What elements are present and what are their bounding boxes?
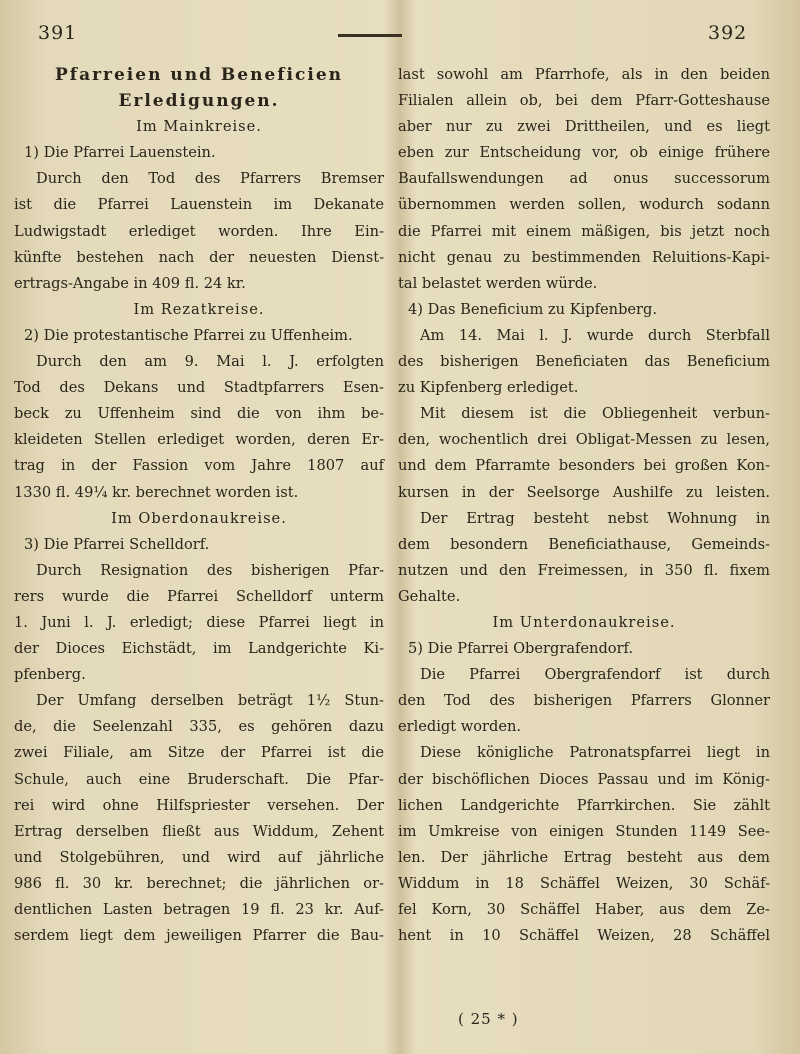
left-column-line: Durch den Tod des Pfarrers Bremser [36, 170, 384, 188]
right-column-line: 5) Die Pfarrei Obergrafendorf. [408, 640, 634, 658]
left-column-line: 3) Die Pfarrei Schelldorf. [24, 535, 210, 553]
right-column-line: erledigt worden. [398, 718, 522, 736]
right-column-line: hent in 10 Schäffel Weizen, 28 Schäffel [398, 927, 770, 945]
right-column-line: und dem Pfarramte besonders bei großen Kon- [398, 457, 770, 475]
left-column-line: rers wurde die Pfarrei Schelldorf unterm [14, 587, 384, 605]
header-rule [338, 34, 402, 37]
right-column-line: des bisherigen Beneficiaten das Beneficium [398, 353, 770, 371]
left-column-line: serdem liegt dem jeweiligen Pfarrer die Bau- [14, 927, 384, 945]
left-column-line: zwei Filiale, am Sitze der Pfarrei ist die [14, 744, 384, 762]
right-column-line: fel Korn, 30 Schäffel Haber, aus dem Ze- [398, 901, 770, 918]
right-column-line: den, wochentlich drei Obligat-Messen zu lesen, [398, 431, 770, 449]
left-column-line: Schule, auch eine Bruderschaft. Die Pfar- [14, 770, 384, 788]
right-column-line: Diese königliche Patronatspfarrei liegt in [420, 744, 770, 762]
right-column-line: Widdum in 18 Schäffel Weizen, 30 Schäf- [398, 874, 770, 892]
right-column-line: die Pfarrei mit einem mäßigen, bis jetzt noch [398, 222, 770, 240]
right-column-line: Gehalte. [398, 587, 461, 605]
right-column-line: tal belastet werden würde. [398, 274, 598, 292]
right-column-line: len. Der jährliche Ertrag besteht aus dem [398, 848, 770, 866]
right-column-line: Die Pfarrei Obergrafendorf ist durch [420, 666, 770, 684]
left-column-line: 1) Die Pfarrei Lauenstein. [24, 144, 216, 162]
left-column-line: der Dioces Eichstädt, im Landgerichte Ki- [14, 640, 384, 658]
left-column-line: beck zu Uffenheim sind die von ihm be- [14, 405, 384, 423]
left-column-line: Im Oberdonaukreise. [111, 509, 287, 527]
right-column-line: Im Unterdonaukreise. [492, 613, 676, 631]
left-column-line: Im Mainkreise. [136, 118, 262, 136]
left-column-line: 986 fl. 30 kr. berechnet; die jährlichen or- [14, 874, 384, 892]
left-column-line: Ludwigstadt erlediget worden. Ihre Ein- [14, 222, 384, 240]
right-column-line: nicht genau zu bestimmenden Reluitions-Kapi- [398, 248, 770, 266]
left-column-line: Tod des Dekans und Stadtpfarrers Esen- [14, 379, 384, 397]
left-column-line: dentlichen Lasten betragen 19 fl. 23 kr. Auf- [14, 901, 384, 918]
right-column-line: aber nur zu zwei Drittheilen, und es liegt [398, 118, 770, 136]
printer-signature-mark: ( 25 * ) [458, 1010, 519, 1028]
left-column-line: pfenberg. [14, 666, 86, 684]
right-column-line: dem besondern Beneficiathause, Gemeinds- [398, 535, 770, 553]
left-column-line: Durch Resignation des bisherigen Pfar- [36, 561, 384, 579]
right-text-column [398, 62, 770, 949]
left-column-line: ertrags-Angabe in 409 fl. 24 kr. [14, 274, 246, 292]
left-column-line: Der Umfang derselben beträgt 1½ Stun- [36, 692, 384, 710]
left-column-line: 1. Juni l. J. erledigt; diese Pfarrei liegt in [14, 613, 384, 631]
right-column-line: Am 14. Mai l. J. wurde durch Sterbfall [420, 326, 770, 344]
left-column-line: Pfarreien und Beneficien [54, 65, 344, 85]
left-column-line: 2) Die protestantische Pfarrei zu Uffenheim. [24, 326, 353, 344]
left-column-line: de, die Seelenzahl 335, es gehören dazu [14, 718, 384, 736]
right-column-line: Filialen allein ob, bei dem Pfarr-Gotteshause [398, 92, 770, 110]
right-column-line: den Tod des bisherigen Pfarrers Glonner [398, 692, 770, 710]
left-text-column [14, 62, 384, 949]
right-column-line: der bischöflichen Dioces Passau und im König- [398, 770, 770, 788]
left-column-line: künfte bestehen nach der neuesten Dienst- [14, 248, 384, 266]
right-column-line: zu Kipfenberg erlediget. [398, 379, 579, 397]
left-column-line: 1330 fl. 49¼ kr. berechnet worden ist. [14, 483, 299, 501]
left-column-line: ist die Pfarrei Lauenstein im Dekanate [14, 196, 384, 214]
right-column-line: übernommen werden sollen, wodurch sodann [398, 196, 770, 214]
page-number-left: 391 [38, 22, 78, 44]
left-column-line: Erledigungen. [118, 91, 280, 112]
right-column-line: eben zur Entscheidung vor, ob einige frühere [398, 144, 770, 162]
right-column-line: nutzen und den Freimessen, in 350 fl. fixem [398, 561, 770, 579]
left-column-line: und Stolgebühren, und wird auf jährliche [14, 848, 384, 866]
right-column-line: lichen Landgerichte Pfarrkirchen. Sie zählt [398, 796, 770, 814]
right-column-line: kursen in der Seelsorge Aushilfe zu leisten. [398, 483, 770, 501]
right-column-line: Baufallswendungen ad onus successorum [398, 170, 770, 188]
left-column-line: Ertrag derselben fließt aus Widdum, Zehent [14, 822, 384, 840]
right-column-line: im Umkreise von einigen Stunden 1149 See- [398, 822, 770, 840]
page-number-right: 392 [708, 22, 748, 44]
left-column-line: rei wird ohne Hilfspriester versehen. Der [14, 796, 384, 814]
right-column-line: 4) Das Beneficium zu Kipfenberg. [408, 300, 658, 318]
left-column-line: trag in der Fassion vom Jahre 1807 auf [14, 457, 384, 475]
right-column-line: Der Ertrag besteht nebst Wohnung in [420, 509, 770, 527]
right-column-line: Mit diesem ist die Obliegenheit verbun- [420, 405, 770, 423]
left-column-line: Im Rezatkreise. [133, 300, 265, 318]
left-column-line: Durch den am 9. Mai l. J. erfolgten [36, 353, 384, 371]
right-column-line: last sowohl am Pfarrhofe, als in den beiden [398, 66, 770, 83]
left-column-line: kleideten Stellen erlediget worden, deren Er- [14, 431, 384, 449]
